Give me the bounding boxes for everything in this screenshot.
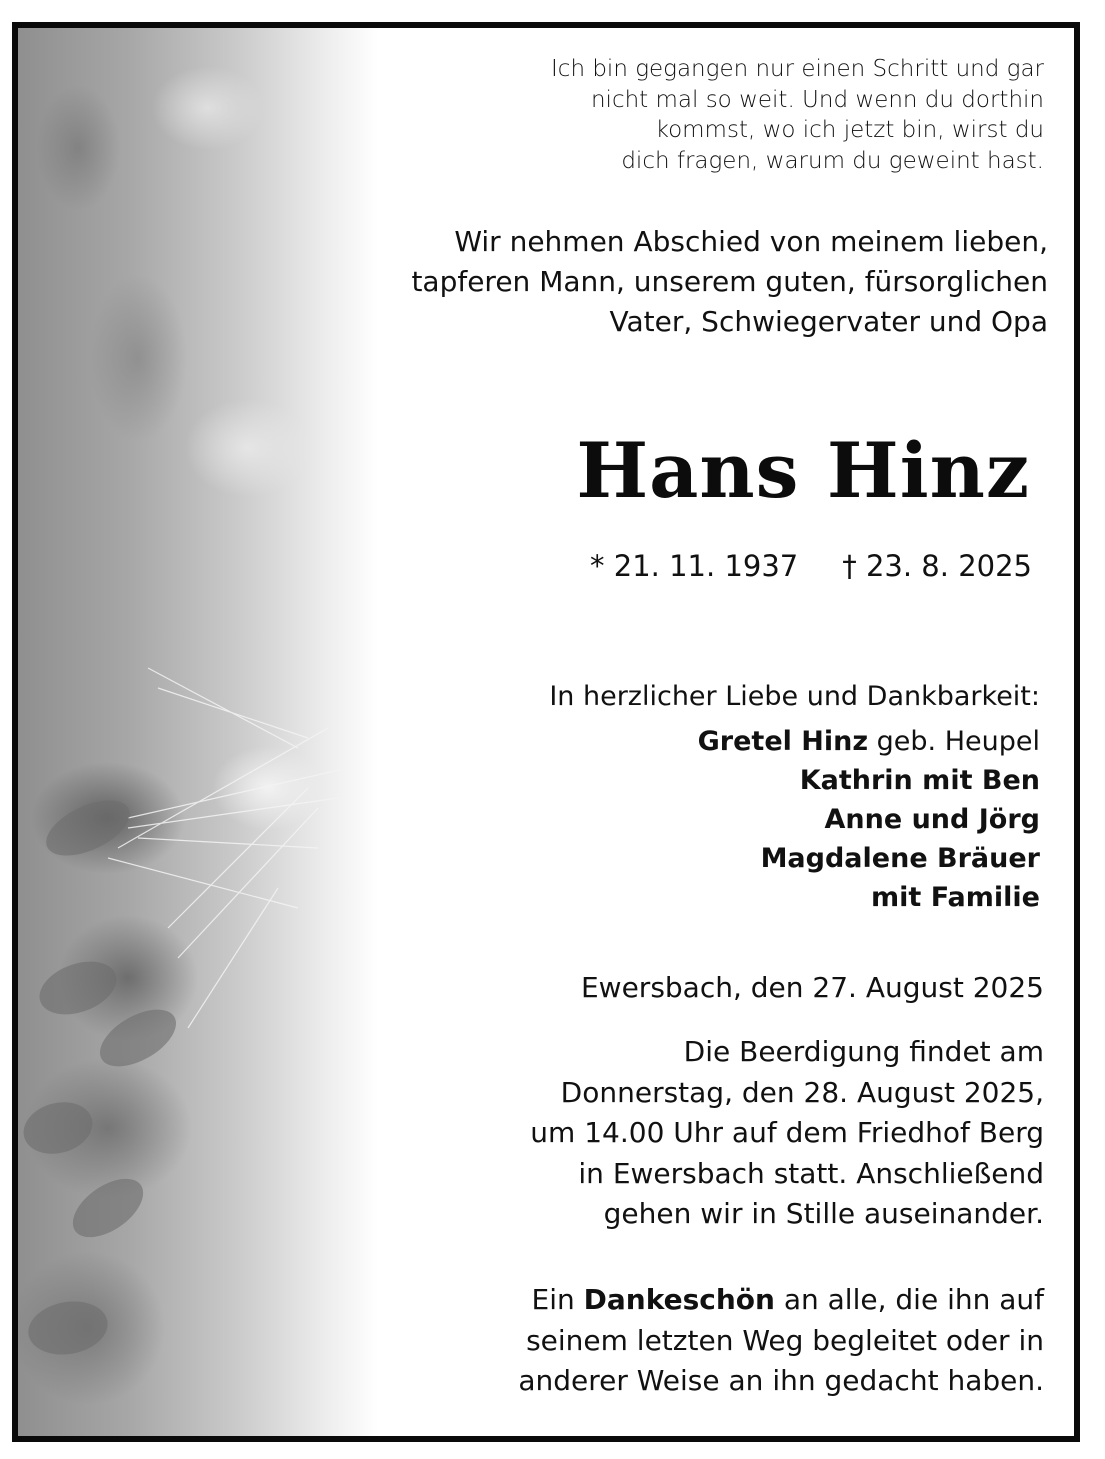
funeral-info — [530, 1032, 1044, 1235]
mourners-list — [698, 722, 1040, 917]
poem — [551, 54, 1044, 176]
mourner: Anne und Jörg — [824, 804, 1040, 835]
mourner: mit Familie — [871, 882, 1040, 913]
wheat-awns-decoration — [18, 28, 378, 1436]
life-dates — [590, 546, 1032, 586]
poem-line: kommst, wo ich jetzt bin, wirst du — [655, 117, 1044, 143]
farewell-line: tapferen Mann, unserem guten, fürsorglichen — [411, 265, 1048, 298]
thank-you-note — [518, 1280, 1044, 1402]
funeral-line: um 14.00 Uhr auf dem Friedhof Berg — [530, 1116, 1044, 1149]
poem-line: nicht mal so weit. Und wenn du dorthin — [590, 86, 1044, 113]
birth-date: * 21. 11. 1937 — [590, 549, 799, 583]
poem-line: dich fragen, warum du geweint hast. — [621, 147, 1044, 174]
mourner: Magdalene Bräuer — [760, 843, 1040, 874]
farewell-line: Wir nehmen Abschied von meinem lieben, — [454, 225, 1048, 258]
thank-you-line: anderer Weise an ihn gedacht haben. — [518, 1364, 1044, 1397]
mourner: Gretel Hinz geb. Heupel — [697, 726, 1040, 757]
deceased-name: Hans Hinz — [576, 426, 1030, 515]
obituary-frame — [12, 22, 1080, 1442]
thank-you-line: Ein Dankeschön an alle, die ihn auf — [531, 1283, 1044, 1316]
mourner: Kathrin mit Ben — [799, 765, 1040, 796]
thanks-intro: In herzlicher Liebe und Dankbarkeit: — [549, 681, 1040, 712]
poem-line: Ich bin gegangen nur einen Schritt und gar — [551, 56, 1044, 82]
farewell-statement — [411, 222, 1048, 342]
funeral-line: in Ewersbach statt. Anschließend — [578, 1156, 1044, 1190]
death-date: † 23. 8. 2025 — [842, 549, 1032, 583]
place-and-date: Ewersbach, den 27. August 2025 — [580, 971, 1044, 1004]
funeral-line: Die Beerdigung findet am — [683, 1035, 1044, 1068]
funeral-line: Donnerstag, den 28. August 2025, — [560, 1075, 1044, 1109]
thank-you-line: seinem letzten Weg begleitet oder in — [526, 1323, 1044, 1357]
funeral-line: gehen wir in Stille auseinander. — [603, 1197, 1044, 1230]
farewell-line: Vater, Schwiegervater und Opa — [609, 305, 1048, 338]
